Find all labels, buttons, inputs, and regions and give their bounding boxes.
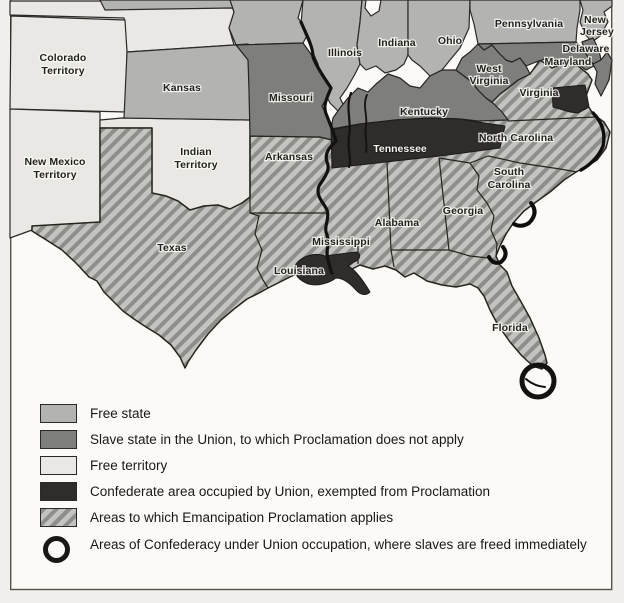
label-colorado-line1: Colorado [39, 52, 87, 64]
slave-state-swatch [40, 430, 77, 449]
legend-item-union-occupation [40, 536, 600, 563]
legend-label: Free territory [90, 457, 168, 473]
label-arkansas: Arkansas [264, 151, 314, 163]
confederate-occupied-swatch [40, 482, 77, 501]
label-west-virginia-line2: Virginia [469, 75, 509, 87]
proclamation-hatch-swatch [40, 508, 77, 527]
legend-label: Free state [90, 405, 151, 421]
legend-item-slave-state-union [40, 430, 600, 449]
legend-label: Areas to which Emancipation Proclamation applies [90, 509, 394, 525]
label-new-mexico-line2: Territory [33, 169, 77, 181]
label-south-carolina-line2: Carolina [487, 179, 531, 191]
label-illinois: Illinois [327, 47, 363, 59]
state-iowa [229, 0, 309, 45]
label-north-carolina: North Carolina [478, 132, 554, 144]
label-new-jersey-line1: New [584, 14, 606, 26]
label-texas: Texas [157, 242, 187, 254]
legend-item-free-state [40, 404, 600, 423]
label-indian-territory-line1: Indian [180, 146, 212, 158]
label-virginia: Virginia [519, 87, 559, 99]
label-new-mexico-line1: New Mexico [24, 156, 86, 168]
label-colorado-line2: Territory [41, 65, 85, 77]
legend-item-confederate-occupied [40, 482, 600, 501]
label-georgia: Georgia [442, 205, 484, 217]
label-pennsylvania: Pennsylvania [494, 18, 564, 30]
label-delaware: Delaware [562, 43, 610, 55]
legend-label: Confederate area occupied by Union, exempted from Proclamation [90, 483, 490, 499]
free-territory-swatch [40, 456, 77, 475]
legend [40, 404, 600, 570]
legend-label: Areas of Confederacy under Union occupation, where slaves are freed immediately [90, 537, 587, 552]
legend-item-free-territory [40, 456, 600, 475]
label-kansas: Kansas [163, 82, 201, 94]
label-west-virginia-line1: West [476, 63, 502, 75]
legend-label: Slave state in the Union, to which Proclamation does not apply [90, 431, 464, 447]
label-new-jersey-line2: Jersey [580, 26, 614, 38]
legend-item-proclamation-applies [40, 508, 600, 527]
state-colorado-territory [10, 16, 127, 112]
union-occupation-circle-icon [43, 536, 70, 563]
label-tennessee: Tennessee [373, 143, 427, 155]
label-louisiana: Louisiana [274, 265, 324, 277]
label-missouri: Missouri [269, 92, 313, 104]
label-kentucky: Kentucky [399, 106, 449, 118]
label-indiana: Indiana [378, 37, 416, 49]
label-indian-territory-line2: Territory [174, 159, 218, 171]
free-state-swatch [40, 404, 77, 423]
label-south-carolina-line1: South [493, 166, 525, 178]
label-florida: Florida [492, 322, 528, 334]
label-ohio: Ohio [437, 35, 463, 47]
label-maryland: Maryland [544, 56, 592, 68]
label-mississippi: Mississippi [312, 236, 370, 248]
label-alabama: Alabama [374, 217, 420, 229]
